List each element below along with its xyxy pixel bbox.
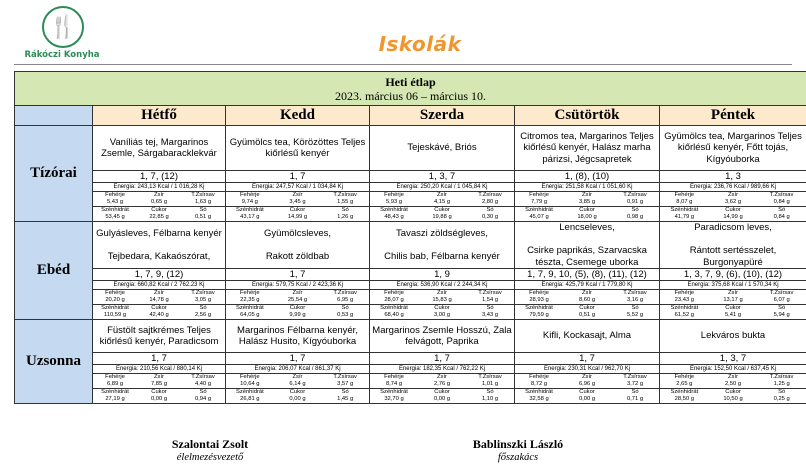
nutrient-value: 0,71 g xyxy=(626,396,644,402)
nutrient-label: Cukor xyxy=(151,389,167,395)
nutrient-value: 1,10 g xyxy=(481,396,499,402)
allergen-cell: 1, 7, 9, (12) xyxy=(93,269,226,281)
nutrition-cell xyxy=(660,281,806,320)
nutrient-value: 0,00 g xyxy=(150,396,168,402)
nutrient-label: Zsír xyxy=(154,192,164,198)
nutrient-label: T.Zsírsav xyxy=(623,290,647,296)
corner-cell xyxy=(15,106,93,126)
nutrition-grid xyxy=(93,192,225,221)
nutrient-label: T.Zsírsav xyxy=(191,290,215,296)
nutrient-value: 14,78 g xyxy=(137,297,181,305)
nutrient-value: 1,01 g xyxy=(466,381,514,389)
food-cell: Tavaszi zöldségleves, Chilis bab, Félbarna kenyér xyxy=(370,222,515,269)
nutrient-value: 3,00 g xyxy=(433,312,451,318)
nutrient-label: Szénhidrát xyxy=(101,389,129,395)
nutrition-grid xyxy=(660,290,806,319)
nutrient-label: Só xyxy=(486,305,494,311)
nutrient-value: 68,40 g xyxy=(384,312,404,318)
nutrient-value: 42,40 g xyxy=(149,312,169,318)
nutrient-label: Só xyxy=(778,305,786,311)
nutrition-grid xyxy=(370,374,514,403)
nutrient-value: 0,65 g xyxy=(137,199,181,207)
nutrient-label: Cukor xyxy=(725,207,741,213)
signature-role: élelmezésvezető xyxy=(176,452,244,463)
nutrient-value: 0,98 g xyxy=(626,214,644,220)
nutrient-label: Fehérje xyxy=(240,374,260,380)
nutrition-grid xyxy=(93,374,225,403)
allergen-cell: 1, 3, 7, 9, (6), (10), (12) xyxy=(660,269,806,281)
nutrient-value: 53,45 g xyxy=(105,214,125,220)
nutrient-label: Zsír xyxy=(154,290,164,296)
nutrient-label: T.Zsírsav xyxy=(769,192,794,198)
nutrition-grid xyxy=(93,290,225,319)
nutrient-label: Só xyxy=(341,305,349,311)
cutlery-icon: 🍴 xyxy=(49,14,77,39)
signature-role: főszakács xyxy=(497,452,539,463)
nutrient-label: Fehérje xyxy=(384,290,404,296)
nutrient-label: Szénhidrát xyxy=(670,389,699,395)
kitchen-logo xyxy=(16,4,106,66)
nutrient-value: 6,89 g xyxy=(93,381,137,389)
nutrition-cell xyxy=(226,365,370,404)
allergen-cell: 1, 7 xyxy=(226,171,370,183)
nutrient-value: 5,43 g xyxy=(93,199,137,207)
food-cell: Vaníliás tej, Margarinos Zsemle, Sárgabaracklekvár xyxy=(93,126,226,171)
nutrition-grid xyxy=(370,290,514,319)
food-cell: Gyümölcsleves, Rakott zöldbab xyxy=(226,222,370,269)
nutrient-value: 25,54 g xyxy=(274,297,322,305)
nutrient-label: T.Zsírsav xyxy=(623,374,647,380)
nutrient-value: 64,05 g xyxy=(240,312,260,318)
nutrient-label: Zsír xyxy=(437,192,447,198)
nutrient-label: T.Zsírsav xyxy=(478,290,502,296)
nutrient-value: 0,51 g xyxy=(194,214,212,220)
nutrient-value: 7,79 g xyxy=(515,199,563,207)
date-range: 2023. március 06 – március 10. xyxy=(335,88,486,103)
nutrient-label: Fehérje xyxy=(529,290,549,296)
nutrient-value: 1,55 g xyxy=(321,199,369,207)
nutrient-label: Só xyxy=(778,207,786,213)
nutrient-label: Szénhidrát xyxy=(235,207,264,213)
nutrient-label: Zsír xyxy=(582,290,592,296)
nutrient-value: 41,79 g xyxy=(674,214,694,220)
energy-value: Energia: 210,56 Kcal / 880,14 Kj xyxy=(93,365,225,374)
nutrient-value: 0,25 g xyxy=(773,396,790,402)
nutrient-label: T.Zsírsav xyxy=(191,374,215,380)
nutrient-label: Szénhidrát xyxy=(670,207,699,213)
nutrition-cell xyxy=(226,183,370,222)
nutrient-label: Fehérje xyxy=(384,374,404,380)
food-cell: Füstölt sajtkrémes Teljes kiőrlésű kenyér, Paradicsom xyxy=(93,320,226,353)
food-cell: Gyümölcs tea, Körözöttes Teljes kiőrlésű kenyér xyxy=(226,126,370,171)
food-cell: Paradicsom leves, Rántott sertésszelet, Burgonyapüré xyxy=(660,222,806,269)
day-header-1: Hétfő xyxy=(93,106,226,126)
food-cell: Citromos tea, Margarinos Teljes kiőrlésű kenyér, Halász marha párizsi, Jégcsapretek xyxy=(515,126,660,171)
nutrient-label: Fehérje xyxy=(674,290,695,296)
nutrient-label: T.Zsírsav xyxy=(333,192,357,198)
nutrient-label: Szénhidrát xyxy=(101,207,129,213)
nutrient-value: 1,25 g xyxy=(757,381,806,389)
nutrient-value: 4,40 g xyxy=(181,381,225,389)
nutrient-label: Cukor xyxy=(579,389,595,395)
nutrient-label: Fehérje xyxy=(384,192,404,198)
nutrient-label: T.Zsírsav xyxy=(191,192,215,198)
energy-value: Energia: 375,68 Kcal / 1 570,34 Kj xyxy=(660,281,806,290)
nutrition-grid xyxy=(660,192,806,221)
nutrient-label: Zsír xyxy=(154,374,164,380)
nutrient-label: Fehérje xyxy=(674,374,695,380)
nutrition-cell xyxy=(370,365,515,404)
nutrient-label: Szénhidrát xyxy=(380,305,408,311)
nutrient-label: Zsír xyxy=(437,374,447,380)
nutrient-value: 28,50 g xyxy=(674,396,694,402)
nutrient-label: Só xyxy=(631,389,639,395)
nutrient-value: 22,35 g xyxy=(226,297,274,305)
nutrient-value: 3,57 g xyxy=(321,381,369,389)
nutrient-value: 3,72 g xyxy=(611,381,659,389)
day-header-3: Szerda xyxy=(370,106,515,126)
allergen-cell: 1, (8), (10) xyxy=(515,171,660,183)
nutrition-cell xyxy=(93,281,226,320)
nutrition-grid xyxy=(515,374,659,403)
nutrient-label: T.Zsírsav xyxy=(478,192,502,198)
nutrient-value: 2,56 g xyxy=(194,312,212,318)
energy-value: Energia: 236,76 Kcal / 989,66 Kj xyxy=(660,183,806,192)
allergen-cell: 1, 3, 7 xyxy=(370,171,515,183)
nutrient-value: 9,74 g xyxy=(226,199,274,207)
nutrient-label: Só xyxy=(199,305,207,311)
nutrient-value: 3,62 g xyxy=(709,199,758,207)
signature-name: Bablinszki László xyxy=(472,437,564,451)
nutrient-value: 8,74 g xyxy=(370,381,418,389)
nutrient-value: 8,07 g xyxy=(660,199,709,207)
nutrition-grid xyxy=(370,192,514,221)
nutrient-value: 14,99 g xyxy=(287,214,308,220)
nutrient-value: 18,00 g xyxy=(577,214,597,220)
allergen-cell: 1, 3, 7 xyxy=(660,353,806,365)
nutrition-grid xyxy=(660,374,806,403)
nutrient-label: Cukor xyxy=(725,389,741,395)
nutrient-value: 0,00 g xyxy=(289,396,306,402)
nutrient-label: Fehérje xyxy=(105,192,125,198)
nutrition-cell xyxy=(515,183,660,222)
nutrition-cell xyxy=(660,183,806,222)
nutrient-label: Zsír xyxy=(728,192,738,198)
nutrition-cell xyxy=(93,365,226,404)
nutrient-label: Zsír xyxy=(728,290,738,296)
nutrient-label: Fehérje xyxy=(240,192,260,198)
energy-value: Energia: 660,82 Kcal / 2 762,23 Kj xyxy=(93,281,225,290)
food-cell: Kifli, Kockasajt, Alma xyxy=(515,320,660,353)
nutrient-value: 1,26 g xyxy=(337,214,354,220)
nutrient-label: Szénhidrát xyxy=(525,305,553,311)
nutrient-value: 9,99 g xyxy=(289,312,306,318)
nutrient-label: Só xyxy=(341,389,349,395)
food-cell: Tejeskávé, Briós xyxy=(370,126,515,171)
food-cell: Gulyásleves, Félbarna kenyér Tejbedara, Kakaószórat, xyxy=(93,222,226,269)
signature-name: Szalontai Zsolt xyxy=(171,437,249,451)
nutrient-label: Szénhidrát xyxy=(235,305,264,311)
day-header-2: Kedd xyxy=(226,106,370,126)
nutrient-label: Zsír xyxy=(292,192,303,198)
nutrition-cell xyxy=(515,281,660,320)
nutrient-value: 2,50 g xyxy=(709,381,758,389)
nutrient-label: Só xyxy=(199,207,207,213)
day-header-4: Csütörtök xyxy=(515,106,660,126)
nutrient-label: Zsír xyxy=(728,374,738,380)
nutrient-value: 8,60 g xyxy=(563,297,611,305)
nutrient-value: 3,43 g xyxy=(481,312,499,318)
nutrient-value: 19,88 g xyxy=(432,214,452,220)
nutrition-grid xyxy=(515,192,659,221)
nutrient-label: T.Zsírsav xyxy=(333,374,357,380)
nutrient-value: 0,84 g xyxy=(773,214,790,220)
nutrient-label: Só xyxy=(778,389,786,395)
nutrient-value: 22,85 g xyxy=(149,214,169,220)
food-cell: Margarinos Zsemle Hosszú, Zala felvágott, Paprika xyxy=(370,320,515,353)
meal-label: Uzsonna xyxy=(15,320,93,404)
energy-value: Energia: 536,90 Kcal / 2 244,34 Kj xyxy=(370,281,514,290)
nutrient-label: Szénhidrát xyxy=(525,389,553,395)
nutrient-value: 48,43 g xyxy=(384,214,404,220)
energy-value: Energia: 152,50 Kcal / 637,45 Kj xyxy=(660,365,806,374)
nutrient-value: 7,85 g xyxy=(137,381,181,389)
energy-value: Energia: 247,57 Kcal / 1 034,84 Kj xyxy=(226,183,369,192)
nutrient-value: 6,95 g xyxy=(321,297,369,305)
nutrient-value: 28,07 g xyxy=(370,297,418,305)
nutrition-grid xyxy=(226,290,369,319)
nutrient-value: 0,00 g xyxy=(433,396,451,402)
energy-value: Energia: 579,75 Kcal / 2 423,36 Kj xyxy=(226,281,369,290)
nutrient-label: Cukor xyxy=(151,207,167,213)
nutrition-grid xyxy=(226,192,369,221)
nutrient-value: 23,43 g xyxy=(660,297,709,305)
nutrient-value: 2,76 g xyxy=(418,381,466,389)
nutrient-label: Só xyxy=(341,207,349,213)
nutrient-label: Zsír xyxy=(437,290,447,296)
nutrient-value: 3,45 g xyxy=(274,199,322,207)
nutrition-cell xyxy=(226,281,370,320)
nutrition-cell xyxy=(370,281,515,320)
nutrient-value: 3,05 g xyxy=(181,297,225,305)
nutrient-value: 32,70 g xyxy=(384,396,404,402)
nutrient-label: Szénhidrát xyxy=(380,389,408,395)
menu-title: Heti étlap xyxy=(385,74,436,89)
food-cell: Margarinos Félbarna kenyér, Halász Husito, Kígyóuborka xyxy=(226,320,370,353)
allergen-cell: 1, 7 xyxy=(93,353,226,365)
nutrient-label: Fehérje xyxy=(240,290,260,296)
nutrient-value: 79,59 g xyxy=(529,312,549,318)
nutrient-value: 20,20 g xyxy=(93,297,137,305)
nutrient-label: Szénhidrát xyxy=(670,305,699,311)
logo-text: Rákóczi Konyha xyxy=(24,50,100,60)
nutrient-label: Só xyxy=(199,389,207,395)
nutrient-value: 4,15 g xyxy=(418,199,466,207)
nutrient-value: 61,52 g xyxy=(674,312,694,318)
nutrient-value: 28,93 g xyxy=(515,297,563,305)
nutrient-label: Zsír xyxy=(292,290,303,296)
nutrient-label: Zsír xyxy=(582,192,592,198)
nutrition-grid xyxy=(226,374,369,403)
nutrient-value: 10,50 g xyxy=(723,396,743,402)
energy-value: Energia: 425,79 Kcal / 1 779,80 Kj xyxy=(515,281,659,290)
nutrient-value: 6,96 g xyxy=(563,381,611,389)
nutrient-label: Só xyxy=(486,207,494,213)
nutrient-label: T.Zsírsav xyxy=(769,290,794,296)
nutrient-value: 110,59 g xyxy=(103,312,127,318)
nutrient-value: 0,94 g xyxy=(194,396,212,402)
page-title: Iskolák xyxy=(378,32,462,56)
nutrient-value: 0,51 g xyxy=(578,312,596,318)
food-cell: Lekváros bukta xyxy=(660,320,806,353)
nutrient-label: T.Zsírsav xyxy=(333,290,357,296)
nutrient-label: Fehérje xyxy=(105,374,125,380)
nutrient-label: Cukor xyxy=(434,207,450,213)
nutrient-label: Cukor xyxy=(289,207,306,213)
nutrient-value: 10,64 g xyxy=(226,381,274,389)
header-divider xyxy=(14,64,792,65)
nutrient-value: 5,41 g xyxy=(724,312,742,318)
allergen-cell: 1, 9 xyxy=(370,269,515,281)
nutrient-value: 1,54 g xyxy=(466,297,514,305)
nutrition-cell xyxy=(515,365,660,404)
nutrition-cell xyxy=(93,183,226,222)
nutrient-value: 13,17 g xyxy=(709,297,758,305)
allergen-cell: 1, 7 xyxy=(515,353,660,365)
nutrient-value: 0,53 g xyxy=(337,312,354,318)
allergen-cell: 1, 7, 9, 10, (5), (8), (11), (12) xyxy=(515,269,660,281)
nutrient-label: T.Zsírsav xyxy=(769,374,794,380)
energy-value: Energia: 230,31 Kcal / 962,70 Kj xyxy=(515,365,659,374)
allergen-cell: 1, 7 xyxy=(370,353,515,365)
nutrient-label: Szénhidrát xyxy=(235,389,264,395)
nutrient-label: Só xyxy=(486,389,494,395)
nutrient-value: 2,65 g xyxy=(660,381,709,389)
nutrient-value: 3,85 g xyxy=(563,199,611,207)
nutrient-label: Zsír xyxy=(582,374,592,380)
nutrient-label: Cukor xyxy=(579,305,595,311)
nutrient-label: T.Zsírsav xyxy=(623,192,647,198)
food-cell: Gyümölcs tea, Margarinos Teljes kiőrlésű kenyér, Főtt tojás, Kígyóuborka xyxy=(660,126,806,171)
nutrition-cell xyxy=(370,183,515,222)
allergen-cell: 1, 7, (12) xyxy=(93,171,226,183)
nutrient-value: 43,17 g xyxy=(240,214,260,220)
nutrient-value: 14,99 g xyxy=(723,214,743,220)
nutrient-label: Cukor xyxy=(434,389,450,395)
nutrient-label: Cukor xyxy=(151,305,167,311)
allergen-cell: 1, 3 xyxy=(660,171,806,183)
nutrient-label: Fehérje xyxy=(674,192,695,198)
nutrient-label: Cukor xyxy=(725,305,741,311)
nutrition-grid xyxy=(515,290,659,319)
energy-value: Energia: 251,58 Kcal / 1 051,60 Kj xyxy=(515,183,659,192)
nutrient-label: Cukor xyxy=(434,305,450,311)
nutrient-label: Só xyxy=(631,207,639,213)
nutrient-label: Fehérje xyxy=(105,290,125,296)
nutrient-value: 0,00 g xyxy=(578,396,596,402)
day-header-5: Péntek xyxy=(660,106,806,126)
nutrient-label: Szénhidrát xyxy=(101,305,129,311)
nutrient-label: Só xyxy=(631,305,639,311)
nutrient-value: 6,14 g xyxy=(274,381,322,389)
nutrient-label: Cukor xyxy=(289,305,306,311)
signature-block-2 xyxy=(418,437,618,464)
nutrient-value: 5,94 g xyxy=(773,312,790,318)
nutrient-value: 32,58 g xyxy=(529,396,549,402)
nutrient-value: 45,07 g xyxy=(529,214,549,220)
nutrient-label: Fehérje xyxy=(529,192,549,198)
energy-value: Energia: 250,20 Kcal / 1 045,84 Kj xyxy=(370,183,514,192)
nutrient-value: 6,07 g xyxy=(757,297,806,305)
nutrient-label: T.Zsírsav xyxy=(478,374,502,380)
energy-value: Energia: 206,07 Kcal / 861,37 Kj xyxy=(226,365,369,374)
nutrient-value: 1,63 g xyxy=(181,199,225,207)
nutrient-label: Fehérje xyxy=(529,374,549,380)
nutrient-value: 8,72 g xyxy=(515,381,563,389)
nutrient-label: Zsír xyxy=(292,374,303,380)
nutrient-value: 5,52 g xyxy=(626,312,644,318)
nutrient-value: 0,91 g xyxy=(611,199,659,207)
signature-block-1 xyxy=(110,437,310,464)
nutrient-label: Cukor xyxy=(289,389,306,395)
nutrient-value: 26,81 g xyxy=(240,396,260,402)
energy-value: Energia: 182,35 Kcal / 762,22 Kj xyxy=(370,365,514,374)
meal-label: Tízórai xyxy=(15,126,93,222)
menu-header xyxy=(15,72,806,106)
food-cell: Lencseleves, Csirke paprikás, Szarvacska tészta, Csemege uborka xyxy=(515,222,660,269)
nutrition-cell xyxy=(660,365,806,404)
nutrient-label: Szénhidrát xyxy=(380,207,408,213)
weekly-menu-table xyxy=(14,71,806,404)
nutrient-value: 5,93 g xyxy=(370,199,418,207)
energy-value: Energia: 243,13 Kcal / 1 016,28 Kj xyxy=(93,183,225,192)
meal-label: Ebéd xyxy=(15,222,93,320)
nutrient-value: 2,80 g xyxy=(466,199,514,207)
nutrient-value: 0,84 g xyxy=(757,199,806,207)
nutrient-label: Cukor xyxy=(579,207,595,213)
nutrient-value: 3,16 g xyxy=(611,297,659,305)
nutrient-value: 27,19 g xyxy=(105,396,125,402)
nutrient-label: Szénhidrát xyxy=(525,207,553,213)
nutrient-value: 15,83 g xyxy=(418,297,466,305)
nutrient-value: 0,30 g xyxy=(481,214,499,220)
nutrient-value: 1,45 g xyxy=(337,396,354,402)
allergen-cell: 1, 7 xyxy=(226,269,370,281)
allergen-cell: 1, 7 xyxy=(226,353,370,365)
